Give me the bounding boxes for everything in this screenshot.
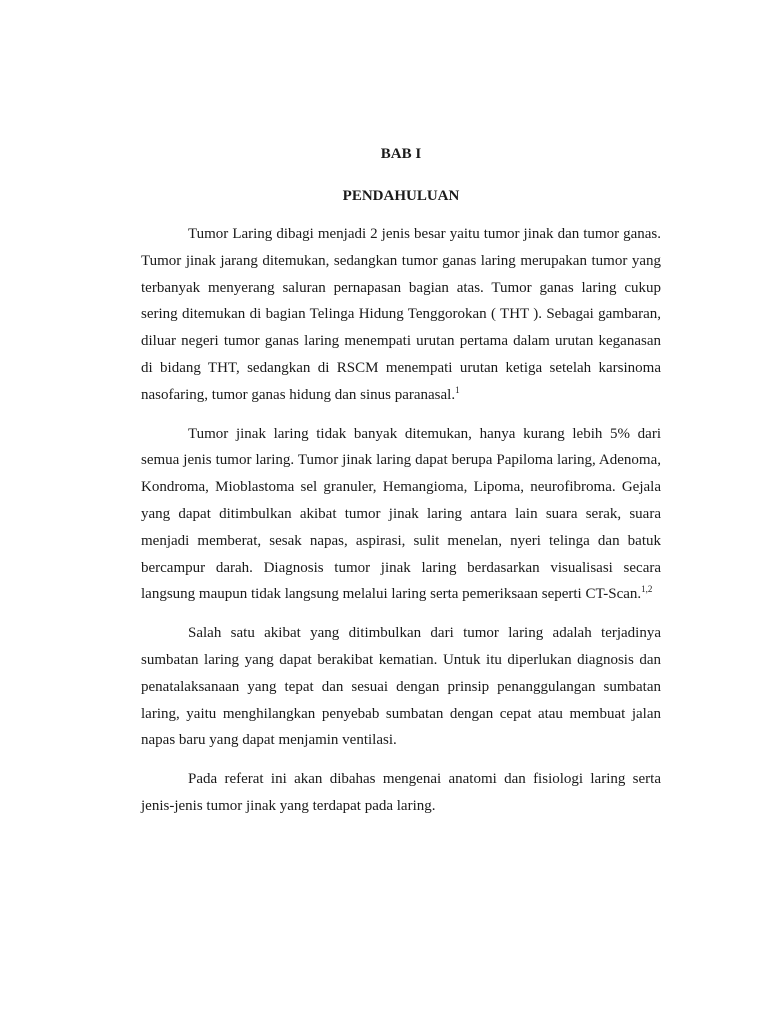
document-page — [141, 140, 661, 832]
paragraph-4-text: Pada referat ini akan dibahas mengenai anatomi dan fisiologi laring serta jenis-jenis tumor jinak yang terdapat pada laring. — [141, 771, 661, 814]
paragraph-3 — [141, 620, 661, 754]
paragraph-3-text: Salah satu akibat yang ditimbulkan dari tumor laring adalah terjadinya sumbatan laring yang dapat berakibat kematian. Untuk itu diperlukan diagnosis dan penatalaksanaan yang tepat dan sesuai dengan prinsip penanggulangan sumbatan laring, yaitu menghilangkan penyebab sumbatan dengan cepat atau membuat jalan napas baru yang dapat menjamin ventilasi. — [141, 625, 661, 749]
paragraph-2-reference: 1,2 — [641, 584, 653, 595]
chapter-title: PENDAHULUAN — [342, 188, 460, 204]
paragraph-1 — [141, 221, 661, 409]
paragraph-1-reference: 1 — [455, 384, 460, 395]
paragraph-1-text: Tumor Laring dibagi menjadi 2 jenis besar yaitu tumor jinak dan tumor ganas. Tumor jinak jarang ditemukan, sedangkan tumor ganas laring merupakan tumor yang terbanyak menyerang saluran pernapasan bagian atas. Tumor ganas laring cukup sering ditemukan di bagian Telinga Hidung Tenggorokan ( THT ). Sebagai gambaran, diluar negeri tumor ganas laring menempati urutan pertama dalam urutan keganasan di bidang THT, sedangkan di RSCM menempati urutan ketiga setelah karsinoma nasofaring, tumor ganas hidung dan sinus paranasal. — [141, 226, 661, 403]
paragraph-2 — [141, 421, 661, 609]
paragraph-4 — [141, 766, 661, 820]
paragraph-2-text: Tumor jinak laring tidak banyak ditemukan, hanya kurang lebih 5% dari semua jenis tumor laring. Tumor jinak laring dapat berupa Papiloma laring, Adenoma, Kondroma, Mioblastoma sel granuler, Hemangioma, Lipoma, neurofibroma. Gejala yang dapat ditimbulkan akibat tumor jinak laring antara lain suara serak, suara menjadi memberat, sesak napas, aspirasi, sulit menelan, nyeri telinga dan batuk bercampur darah. Diagnosis tumor jinak laring berdasarkan visualisasi secara langsung maupun tidak langsung melalui laring serta pemeriksaan seperti CT-Scan. — [141, 425, 661, 603]
chapter-heading: BAB I — [380, 146, 422, 162]
